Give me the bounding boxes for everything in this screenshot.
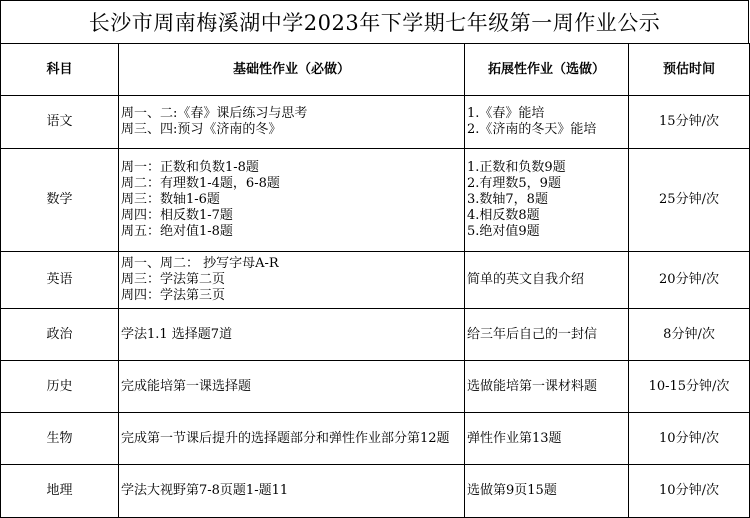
time-cell: 15分钟/次 (629, 96, 750, 149)
subject-cell: 生物 (1, 413, 119, 465)
basic-homework-line: 完成第一节课后提升的选择题部分和弹性作业部分第12题 (121, 430, 450, 446)
basic-homework-line: 学法1.1 选择题7道 (121, 326, 233, 342)
basic-homework-cell (119, 361, 465, 413)
time-cell: 20分钟/次 (629, 252, 750, 309)
table-row (1, 252, 750, 309)
basic-homework-cell (119, 309, 465, 361)
time-cell: 8分钟/次 (629, 309, 750, 361)
page-title: 长沙市周南梅溪湖中学2023年下学期七年级第一周作业公示 (0, 0, 749, 44)
basic-homework-cell (119, 149, 465, 252)
table-row (1, 361, 750, 413)
table-row (1, 413, 750, 465)
basic-homework-line: 周三：学法第二页 (121, 272, 226, 287)
extended-homework-cell (465, 149, 629, 252)
basic-homework-line: 周三、四:预习《济南的冬》 (121, 122, 282, 137)
subject-cell: 政治 (1, 309, 119, 361)
basic-homework-line: 周三：数轴1-6题 (121, 192, 220, 207)
extended-homework-cell (465, 96, 629, 149)
extended-homework-cell (465, 252, 629, 309)
extended-homework-line: 2.《济南的冬天》能培 (467, 122, 597, 137)
time-cell: 25分钟/次 (629, 149, 750, 252)
basic-homework-line: 周一、周二： 抄写字母A-R (121, 256, 279, 271)
subject-cell: 语文 (1, 96, 119, 149)
subject-cell: 英语 (1, 252, 119, 309)
basic-homework-cell (119, 252, 465, 309)
table-row (1, 149, 750, 252)
subject-cell: 数学 (1, 149, 119, 252)
basic-homework-line: 周一：正数和负数1-8题 (121, 160, 259, 175)
extended-homework-cell (465, 309, 629, 361)
extended-homework-line: 弹性作业第13题 (467, 430, 562, 446)
extended-homework-line: 简单的英文自我介绍 (467, 272, 585, 287)
header-time: 预估时间 (629, 44, 750, 96)
header-row (1, 44, 750, 96)
table-row (1, 309, 750, 361)
extended-homework-line: 3.数轴7，8题 (467, 192, 548, 207)
time-cell: 10分钟/次 (629, 465, 750, 518)
header-extended: 拓展性作业（选做） (465, 44, 629, 96)
extended-homework-line: 4.相反数8题 (467, 208, 540, 223)
basic-homework-line: 周四：相反数1-7题 (121, 208, 233, 223)
header-basic: 基础性作业（必做） (119, 44, 465, 96)
extended-homework-line: 给三年后自己的一封信 (467, 326, 598, 342)
subject-cell: 历史 (1, 361, 119, 413)
extended-homework-line: 2.有理数5，9题 (467, 176, 561, 191)
basic-homework-line: 完成能培第一课选择题 (121, 378, 252, 394)
table-body (1, 96, 750, 518)
basic-homework-line: 周四：学法第三页 (121, 288, 226, 303)
basic-homework-cell (119, 465, 465, 518)
extended-homework-line: 5.绝对值9题 (467, 224, 540, 239)
basic-homework-cell (119, 413, 465, 465)
table-row (1, 96, 750, 149)
basic-homework-line: 周一、二:《春》课后练习与思考 (121, 106, 308, 121)
header-subject: 科目 (1, 44, 119, 96)
extended-homework-line: 1.正数和负数9题 (467, 160, 566, 175)
extended-homework-cell (465, 465, 629, 518)
extended-homework-cell (465, 413, 629, 465)
extended-homework-line: 选做第9页15题 (467, 483, 557, 498)
extended-homework-line: 1.《春》能培 (467, 106, 545, 121)
basic-homework-line: 周五：绝对值1-8题 (121, 224, 233, 239)
table-row (1, 465, 750, 518)
extended-homework-line: 选做能培第一课材料题 (467, 378, 598, 394)
subject-cell: 地理 (1, 465, 119, 518)
basic-homework-line: 周二：有理数1-4题，6-8题 (121, 176, 280, 191)
basic-homework-cell (119, 96, 465, 149)
homework-table (0, 43, 750, 518)
time-cell: 10分钟/次 (629, 413, 750, 465)
time-cell: 10-15分钟/次 (629, 361, 750, 413)
extended-homework-cell (465, 361, 629, 413)
basic-homework-line: 学法大视野第7-8页题1-题11 (121, 483, 289, 498)
